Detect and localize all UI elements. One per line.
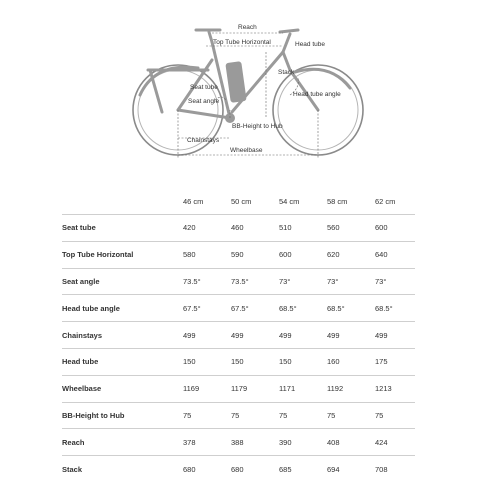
- table-cell: 68.5°: [327, 295, 375, 322]
- table-cell: 150: [183, 348, 231, 375]
- table-cell: 499: [375, 322, 415, 349]
- table-cell: 424: [375, 429, 415, 456]
- bike-geometry-diagram: [0, 0, 500, 170]
- table-cell: 694: [327, 456, 375, 482]
- table-cell: 388: [231, 429, 279, 456]
- table-cell: 68.5°: [375, 295, 415, 322]
- row-label: Wheelbase: [62, 375, 183, 402]
- table-cell: 1213: [375, 375, 415, 402]
- row-label: Head tube angle: [62, 295, 183, 322]
- header-spacer: [62, 188, 183, 215]
- label-seat-angle: Seat angle: [188, 98, 220, 105]
- size-header: 54 cm: [279, 196, 300, 206]
- table-cell: 75: [375, 402, 415, 429]
- seat-tube: [212, 42, 230, 118]
- table-cell: 499: [183, 322, 231, 349]
- table-cell: 73°: [327, 268, 375, 295]
- row-label: BB-Height to Hub: [62, 402, 183, 429]
- table-cell: 73°: [279, 268, 327, 295]
- size-header: 50 cm: [231, 196, 252, 206]
- table-cell: 510: [279, 215, 327, 242]
- table-cell: 73.5°: [231, 268, 279, 295]
- label-wheelbase: Wheelbase: [230, 147, 263, 154]
- table-cell: 175: [375, 348, 415, 375]
- table-cell: 67.5°: [231, 295, 279, 322]
- size-header: 46 cm: [183, 196, 204, 206]
- row-label: Seat angle: [62, 268, 183, 295]
- table-row: [62, 348, 415, 375]
- label-reach: Reach: [238, 24, 257, 31]
- table-row: [62, 295, 415, 322]
- table-cell: 75: [183, 402, 231, 429]
- battery: [225, 61, 246, 103]
- table-row: [62, 429, 415, 456]
- table-cell: 378: [183, 429, 231, 456]
- label-head-tube: Head tube: [295, 41, 325, 48]
- table-cell: 1169: [183, 375, 231, 402]
- table-row: [62, 241, 415, 268]
- stem: [283, 34, 290, 52]
- table-cell: 150: [231, 348, 279, 375]
- table-cell: 1179: [231, 375, 279, 402]
- geometry-table: [62, 188, 415, 482]
- table-cell: 499: [231, 322, 279, 349]
- table-cell: 73°: [375, 268, 415, 295]
- seatpost: [209, 32, 212, 42]
- label-chainstays: Chainstays: [187, 137, 220, 144]
- table-cell: 67.5°: [183, 295, 231, 322]
- table-cell: 460: [231, 215, 279, 242]
- table-cell: 408: [327, 429, 375, 456]
- table-cell: 75: [279, 402, 327, 429]
- table-cell: 580: [183, 241, 231, 268]
- table-row: [62, 215, 415, 242]
- table-cell: 68.5°: [279, 295, 327, 322]
- table-cell: 560: [327, 215, 375, 242]
- size-header: 58 cm: [327, 196, 348, 206]
- row-label: Seat tube: [62, 215, 183, 242]
- table-cell: 150: [279, 348, 327, 375]
- table-cell: 499: [327, 322, 375, 349]
- table-cell: 600: [279, 241, 327, 268]
- table-cell: 685: [279, 456, 327, 482]
- head-tube: [283, 52, 290, 70]
- table-cell: 1192: [327, 375, 375, 402]
- label-stack: Stack: [278, 69, 295, 76]
- table-row: [62, 268, 415, 295]
- label-bb-height-to-hub: BB-Height to Hub: [232, 123, 283, 130]
- table-cell: 75: [327, 402, 375, 429]
- table-row: [62, 375, 415, 402]
- table-cell: 73.5°: [183, 268, 231, 295]
- row-label: Reach: [62, 429, 183, 456]
- table-cell: 420: [183, 215, 231, 242]
- table-cell: 708: [375, 456, 415, 482]
- table-cell: 590: [231, 241, 279, 268]
- table-row: [62, 322, 415, 349]
- size-header-row: [62, 188, 415, 215]
- table-cell: 600: [375, 215, 415, 242]
- bike-geometry-drawing: [0, 0, 500, 170]
- fork: [290, 70, 318, 110]
- row-label: Top Tube Horizontal: [62, 241, 183, 268]
- table-cell: 499: [279, 322, 327, 349]
- size-header: 62 cm: [375, 196, 396, 206]
- row-label: Chainstays: [62, 322, 183, 349]
- table-cell: 640: [375, 241, 415, 268]
- row-label: Stack: [62, 456, 183, 482]
- table-cell: 680: [231, 456, 279, 482]
- label-head-tube-angle: Head tube angle: [293, 91, 341, 98]
- label-seat-tube: Seat tube: [190, 84, 218, 91]
- label-top-tube-horizontal: Top Tube Horizontal: [213, 39, 271, 46]
- table-row: [62, 456, 415, 482]
- table-cell: 1171: [279, 375, 327, 402]
- table-cell: 680: [183, 456, 231, 482]
- geometry-table-body: [62, 215, 415, 482]
- table-cell: 75: [231, 402, 279, 429]
- table-cell: 390: [279, 429, 327, 456]
- table-row: [62, 402, 415, 429]
- row-label: Head tube: [62, 348, 183, 375]
- table-cell: 620: [327, 241, 375, 268]
- handlebar: [280, 30, 298, 32]
- table-cell: 160: [327, 348, 375, 375]
